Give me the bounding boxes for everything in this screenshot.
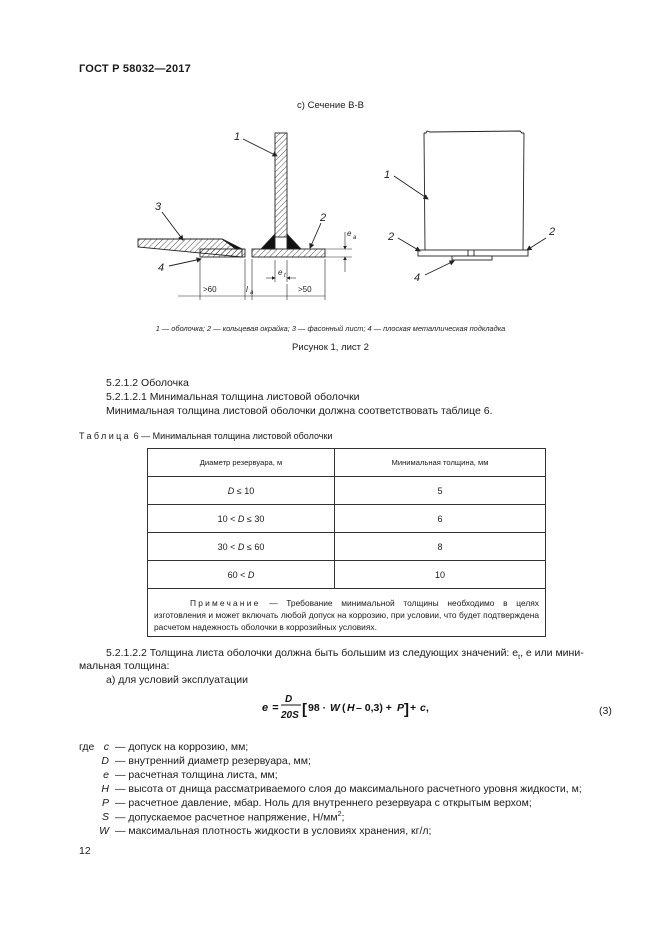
dim-et: e [278,268,283,277]
header-diameter: Диаметр резервуара, м [148,449,335,477]
cell-diameter: D ≤ 10 [148,477,335,505]
section-caption: с) Сечение В-В [297,100,364,111]
cell-thickness: 5 [335,477,546,505]
label-2: 2 [320,212,327,224]
label-4: 4 [158,262,165,274]
paragraph-continuation: мальная толщина: [79,660,170,672]
label-1: 1 [234,131,241,143]
svg-text:D: D [285,694,293,705]
svg-text:(: ( [342,702,346,714]
label-r4: 4 [414,272,421,284]
svg-text:c: c [420,702,426,714]
cell-diameter: 60 < D [148,561,335,589]
cell-diameter: 30 < D ≤ 60 [148,533,335,561]
svg-text:– 0,3) +: – 0,3) + [356,702,392,714]
cell-thickness: 8 [335,533,546,561]
cell-diameter: 10 < D ≤ 30 [148,505,335,533]
dim-et-sub: t [284,273,286,279]
svg-text:20S: 20S [281,710,299,721]
label-r2a: 2 [388,231,395,243]
list-item-a: а) для условий эксплуатации [106,674,248,686]
backing-strip [200,249,245,257]
dim-la-sub: a [250,290,254,296]
standard-header: ГОСТ Р 58032—2017 [79,63,191,75]
table-title: Таблица 6 — Минимальная толщина листовой оболочки [79,431,333,441]
shell-plate [275,133,287,237]
dim-gt50: >50 [298,285,312,294]
svg-text:]: ] [404,701,409,718]
table-row [148,477,546,505]
table-row [148,561,546,589]
svg-text:+: + [410,702,417,714]
dim-ea: e [347,229,352,238]
header-thickness: Минимальная толщина, мм [335,449,546,477]
label-r1: 1 [384,169,391,181]
equation-number: (3) [599,705,612,717]
subsection-heading: 5.2.1.2.1 Минимальная толщина листовой оболочки [106,391,360,403]
svg-text:H: H [347,702,355,714]
label-r2b: 2 [549,226,556,238]
definitions-lead: где [79,741,95,753]
svg-text:W: W [330,702,340,714]
paragraph-5-2-1-2-2: 5.2.1.2.2 Толщина листа оболочки должна быть большим из следующих значений: $e_t$, e или мини- [106,647,584,662]
dim-ea-sub: a [353,235,357,241]
svg-text:,: , [426,702,429,714]
thickness-table [147,448,546,637]
weld-section-figure [0,115,661,320]
paragraph: Минимальная толщина листовой оболочки должна соответствовать таблице 6. [106,405,493,417]
section-heading: 5.2.1.2 Оболочка [106,377,189,389]
svg-text:[: [ [302,701,307,718]
svg-text:e: e [262,702,269,714]
table-row [148,533,546,561]
cell-thickness: 10 [335,561,546,589]
annular-plate [252,249,325,257]
formula-3 [0,690,661,730]
page-number: 12 [79,845,91,857]
dim-gt60: >60 [203,285,217,294]
figure-caption: Рисунок 1, лист 2 [292,342,369,353]
table-row [148,505,546,533]
dim-la: l [246,285,248,294]
cell-thickness: 6 [335,505,546,533]
right-elevation-drawing [394,131,546,275]
svg-text:=: = [272,702,279,714]
svg-text:P: P [397,702,405,714]
figure-legend: 1 — оболочка; 2 — кольцевая окрайка; 3 — фасонный лист; 4 — плоская металлическая подкладка [155,324,506,333]
table-note: Примечание — Требование минимальной толщины необходимо в целях изготовления и может включать любой допуск на коррозию, при условии, что будет подтверждена расчетом надежность оболочки в коррозийных условиях. [148,589,546,637]
svg-text:98 ·: 98 · [308,702,327,714]
label-3: 3 [155,201,162,213]
